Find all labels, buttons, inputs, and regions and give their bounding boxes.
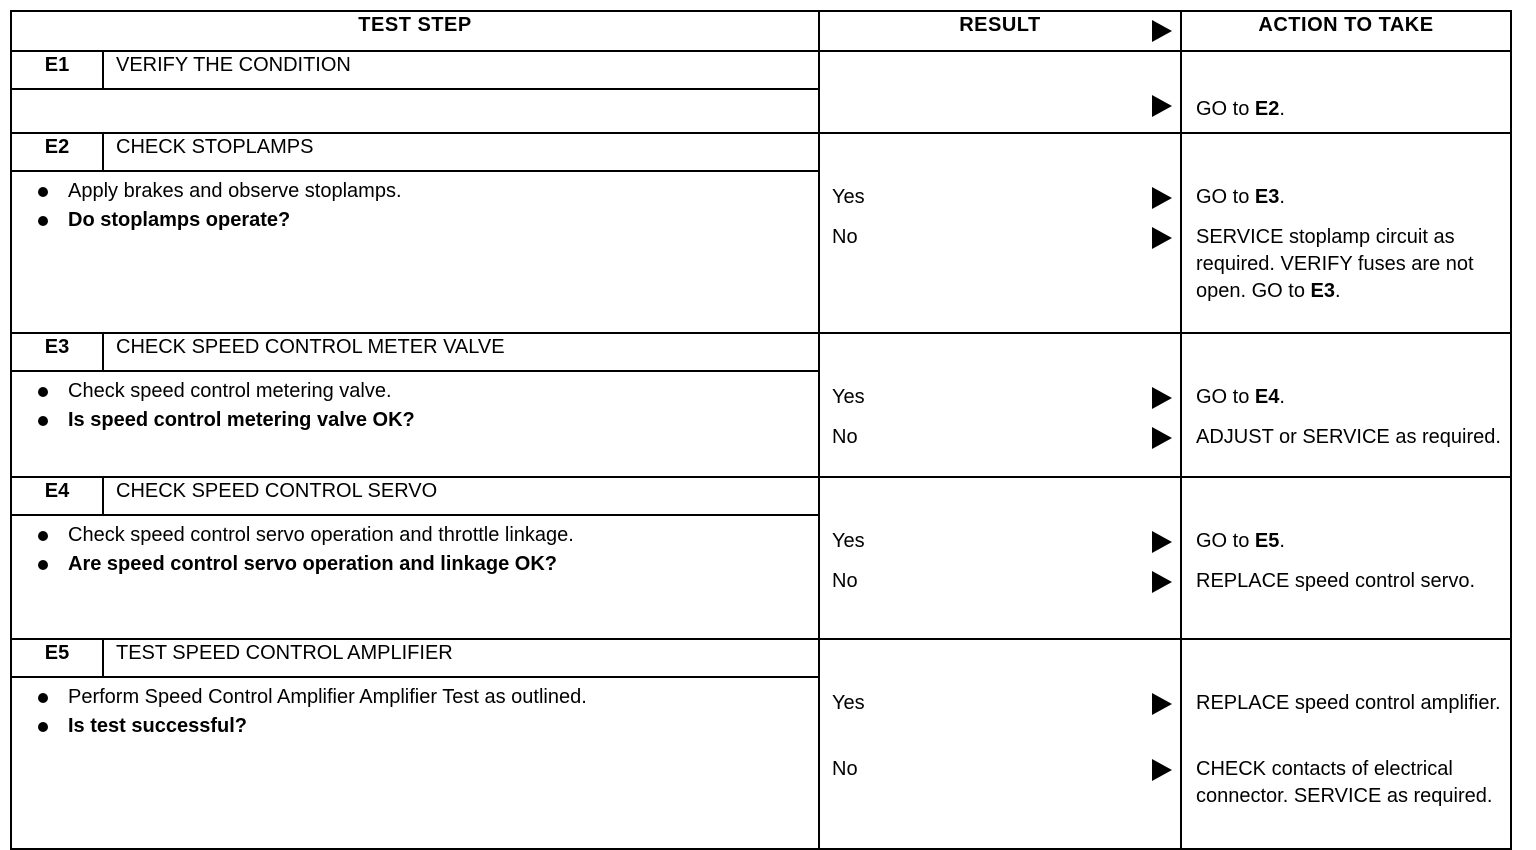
bullet-text: Perform Speed Control Amplifier Amplifier Test as outlined. xyxy=(68,686,587,708)
step-result-cell xyxy=(819,133,1181,333)
step-bullets xyxy=(32,684,806,740)
result-line xyxy=(832,424,1172,454)
arrow-right-icon xyxy=(1152,693,1172,715)
bullet-icon xyxy=(38,216,48,226)
diagnostic-table xyxy=(10,10,1512,850)
step-id: E3 xyxy=(11,333,103,371)
action-pre: GO to xyxy=(1196,98,1255,120)
step-e3-title-row xyxy=(11,333,1511,371)
action-pre: GO to xyxy=(1196,530,1255,552)
action-post: . xyxy=(1279,530,1285,552)
action-post: . xyxy=(1279,98,1285,120)
arrow-right-icon xyxy=(1152,20,1172,42)
bullet-text: Check speed control metering valve. xyxy=(68,380,392,402)
step-question xyxy=(32,407,806,434)
step-action-cell xyxy=(1181,477,1511,639)
header-result xyxy=(819,11,1181,51)
action-text xyxy=(1196,690,1504,717)
action-pre: CHECK contacts of electrical connector. SERVICE as required. xyxy=(1196,758,1493,807)
arrow-right-icon xyxy=(1152,187,1172,209)
step-instruction xyxy=(32,378,806,405)
action-ref: E2 xyxy=(1254,98,1280,120)
action-ref: E5 xyxy=(1254,530,1280,552)
action-text xyxy=(1196,756,1504,810)
step-e5-title-row xyxy=(11,639,1511,677)
step-title: CHECK SPEED CONTROL METER VALVE xyxy=(103,333,819,371)
step-body xyxy=(11,677,819,849)
bullet-text: Do stoplamps operate? xyxy=(68,209,291,231)
step-result-cell xyxy=(819,333,1181,477)
step-e4-title-row xyxy=(11,477,1511,515)
header-action: ACTION TO TAKE xyxy=(1181,11,1511,51)
action-pre: GO to xyxy=(1196,386,1255,408)
step-result-cell xyxy=(819,639,1181,849)
step-id: E5 xyxy=(11,639,103,677)
step-body xyxy=(11,371,819,477)
action-text xyxy=(1196,224,1504,305)
action-pre: SERVICE stoplamp circuit as required. VERIFY fuses are not open. GO to xyxy=(1196,226,1474,302)
action-ref: E4 xyxy=(1254,386,1280,408)
action-text xyxy=(1196,528,1504,555)
action-ref: E3 xyxy=(1254,186,1280,208)
result-line xyxy=(832,224,1172,254)
step-instruction xyxy=(32,178,806,205)
step-bullets xyxy=(32,522,806,578)
step-id: E2 xyxy=(11,133,103,171)
step-result-cell xyxy=(819,51,1181,133)
arrow-right-icon xyxy=(1152,427,1172,449)
steps-body xyxy=(11,51,1511,849)
action-text xyxy=(1196,96,1504,123)
step-id: E4 xyxy=(11,477,103,515)
step-action-cell xyxy=(1181,51,1511,133)
step-instruction xyxy=(32,684,806,711)
action-pre: GO to xyxy=(1196,186,1255,208)
action-pre: ADJUST or SERVICE as required. xyxy=(1196,426,1501,448)
result-label: No xyxy=(832,426,858,448)
action-text xyxy=(1196,184,1504,211)
result-label: Yes xyxy=(832,692,865,714)
step-e2-title-row xyxy=(11,133,1511,171)
step-body xyxy=(11,171,819,333)
action-ref: E3 xyxy=(1310,280,1335,302)
step-id: E1 xyxy=(11,51,103,89)
step-action-cell xyxy=(1181,133,1511,333)
action-post: . xyxy=(1279,186,1285,208)
step-question xyxy=(32,207,806,234)
result-line xyxy=(832,690,1172,720)
step-bullets xyxy=(32,378,806,434)
arrow-right-icon xyxy=(1152,227,1172,249)
result-line xyxy=(832,92,1172,122)
step-bullets xyxy=(32,178,806,234)
step-question xyxy=(32,713,806,740)
action-post: . xyxy=(1334,280,1341,302)
bullet-icon xyxy=(38,387,48,397)
arrow-right-icon xyxy=(1152,571,1172,593)
step-title: CHECK STOPLAMPS xyxy=(103,133,819,171)
step-result-cell xyxy=(819,477,1181,639)
arrow-right-icon xyxy=(1152,759,1172,781)
bullet-icon xyxy=(38,693,48,703)
result-label: No xyxy=(832,570,858,592)
step-title: VERIFY THE CONDITION xyxy=(103,51,819,89)
action-text xyxy=(1196,568,1504,595)
header-result-label: RESULT xyxy=(959,14,1041,36)
action-text xyxy=(1196,384,1504,411)
result-label: No xyxy=(832,758,858,780)
bullet-icon xyxy=(38,560,48,570)
step-instruction xyxy=(32,522,806,549)
step-body xyxy=(11,89,819,133)
bullet-icon xyxy=(38,722,48,732)
arrow-right-icon xyxy=(1152,95,1172,117)
step-title: CHECK SPEED CONTROL SERVO xyxy=(103,477,819,515)
action-pre: REPLACE speed control servo. xyxy=(1196,570,1476,592)
bullet-icon xyxy=(38,187,48,197)
action-text xyxy=(1196,424,1504,451)
action-post: . xyxy=(1279,386,1285,408)
bullet-text: Is speed control metering valve OK? xyxy=(68,409,415,431)
result-line xyxy=(832,384,1172,414)
arrow-right-icon xyxy=(1152,387,1172,409)
step-e1-title-row xyxy=(11,51,1511,89)
result-line xyxy=(832,184,1172,214)
result-label: Yes xyxy=(832,386,865,408)
header-row xyxy=(11,11,1511,51)
result-line xyxy=(832,528,1172,558)
bullet-icon xyxy=(38,416,48,426)
header-test-step: TEST STEP xyxy=(11,11,819,51)
bullet-text: Apply brakes and observe stoplamps. xyxy=(68,180,402,202)
result-label: Yes xyxy=(832,186,865,208)
step-action-cell xyxy=(1181,639,1511,849)
bullet-text: Check speed control servo operation and throttle linkage. xyxy=(68,524,574,546)
step-body xyxy=(11,515,819,639)
result-line xyxy=(832,568,1172,598)
step-question xyxy=(32,551,806,578)
bullet-icon xyxy=(38,531,48,541)
result-line xyxy=(832,756,1172,786)
arrow-right-icon xyxy=(1152,531,1172,553)
result-label: Yes xyxy=(832,530,865,552)
result-label: No xyxy=(832,226,858,248)
bullet-text: Are speed control servo operation and linkage OK? xyxy=(68,553,557,575)
step-action-cell xyxy=(1181,333,1511,477)
step-title: TEST SPEED CONTROL AMPLIFIER xyxy=(103,639,819,677)
bullet-text: Is test successful? xyxy=(68,715,247,737)
action-pre: REPLACE speed control amplifier. xyxy=(1196,692,1501,714)
